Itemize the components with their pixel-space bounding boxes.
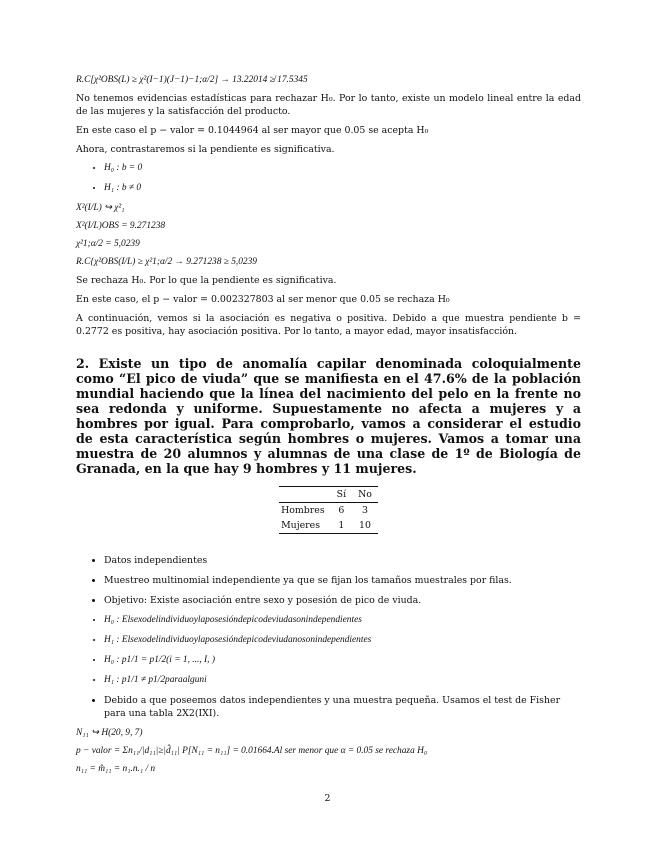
- bullet-list: [76, 554, 581, 720]
- section-heading: 2. Existe un tipo de anomalía capilar denominada coloquialmente como “El pico de viuda” que se manifiesta en el 47.6% de la población mundial haciendo que la línea del nacimiento del pelo en la frente no sea redonda y uniforme. Supuestamente no afecta a mujeres y a hombres por igual. Para comprobarlo, vamos a considerar el estudio de esta característica según hombres o mujeres. Vamos a tomar una muestra de 20 alumnos y alumnas de una clase de 1º de Biología de Granada, en la que hay 9 hombres y 11 mujeres.: [76, 356, 581, 476]
- list-item: • H₁ : Elsexodelindividuoylaposesióndepicodeviudanosonindependientes: [104, 634, 581, 647]
- table-header-row: [279, 487, 378, 503]
- table-cell: 3: [362, 505, 368, 516]
- eq-chi: χ²1;α/2 = 5,0239: [76, 239, 140, 249]
- paragraph-pvalue-2: En este caso, el p − valor = 0.002327803 al ser menor que 0.05 se rechaza H₀: [76, 294, 450, 305]
- eq-x2-obs: X²(I/L)OBS = 9.271238: [76, 221, 166, 231]
- rc-line-2: R.C{χ²OBS(I/L) ≥ χ²1;α/2 → 9.271238 ≥ 5,0239: [76, 257, 257, 267]
- table-row: [279, 503, 378, 519]
- rc-line-1: R.C[χ²OBS(L) ≥ χ²(I−1)(J−1)−1;α/2] → 13.22014 ≱ 17.5345: [76, 75, 308, 85]
- list-item: • H₁ : p1/1 ≠ p1/2paraalguni: [104, 674, 581, 687]
- table-cell: 1: [331, 518, 352, 534]
- paragraph-no-evidence: No tenemos evidencias estadísticas para rechazar H₀. Por lo tanto, existe un modelo lineal entre la edad de las mujeres y la satisfacción del producto.: [76, 93, 581, 117]
- table-header-cell: No: [352, 487, 378, 503]
- hypothesis-h0: • H₀ : b = 0: [104, 162, 581, 175]
- paragraph-reject: Se rechaza H₀. Por lo que la pendiente es significativa.: [76, 275, 337, 286]
- eq-m11: n₁₁ = m̂₁₁ = n₁.n.₁ / n: [76, 764, 156, 774]
- table-header-cell: Sí: [331, 487, 352, 503]
- hypothesis-list-1: [76, 162, 581, 195]
- paragraph-association: A continuación, vemos si la asociación es negativa o positiva. Debido a que muestra pendiente b = 0.2772 es positiva, hay asociación positiva. Por lo tanto, a mayor edad, mayor insatisfacción.: [76, 313, 581, 337]
- list-item: • H₀ : p1/1 = p1/2(i = 1, ..., I, ): [104, 654, 581, 667]
- eq-n11: N₁₁ ↪ H(20, 9, 7): [76, 728, 143, 738]
- table-cell: 6: [338, 505, 345, 516]
- table-row: [279, 518, 378, 534]
- table-header-cell: [279, 487, 331, 503]
- page-number: 2: [324, 793, 331, 804]
- paragraph-contrast: Ahora, contrastaremos si la pendiente es significativa.: [76, 144, 335, 155]
- eq-pvalue: p − valor = Σn₁₁/|d₁₁|≥|d̂₁₁| P[N₁₁ = n₁₁] = 0.01664.Al ser menor que α = 0.05 se rechaza H₀: [76, 746, 428, 756]
- list-item: • Objetivo: Existe asociación entre sexo y posesión de pico de viuda.: [104, 594, 581, 607]
- paragraph-pvalue-1: En este caso el p − valor = 0.1044964 al ser mayor que 0.05 se acepta H₀: [76, 125, 429, 136]
- hypothesis-h1: • H₁ : b ≠ 0: [104, 182, 581, 195]
- table-cell: 10: [352, 518, 378, 534]
- eq-x2: X²(I/L) ↪ χ²₁: [76, 203, 125, 213]
- list-item: • Debido a que poseemos datos independientes y una muestra pequeña. Usamos el test de Fisher para una tabla 2X2(IXI).: [104, 694, 581, 720]
- page-content: [76, 74, 581, 781]
- list-item: • Muestreo multinomial independiente ya que se fijan los tamaños muestrales por filas.: [104, 574, 581, 587]
- list-item: • H₀ : Elsexodelindividuoylaposesióndepicodeviudasonindependientes: [104, 614, 581, 627]
- table-row-label: Mujeres: [279, 518, 331, 534]
- table-row-label: Hombres: [281, 505, 325, 516]
- contingency-table: [279, 486, 378, 534]
- list-item: • Datos independientes: [104, 554, 581, 567]
